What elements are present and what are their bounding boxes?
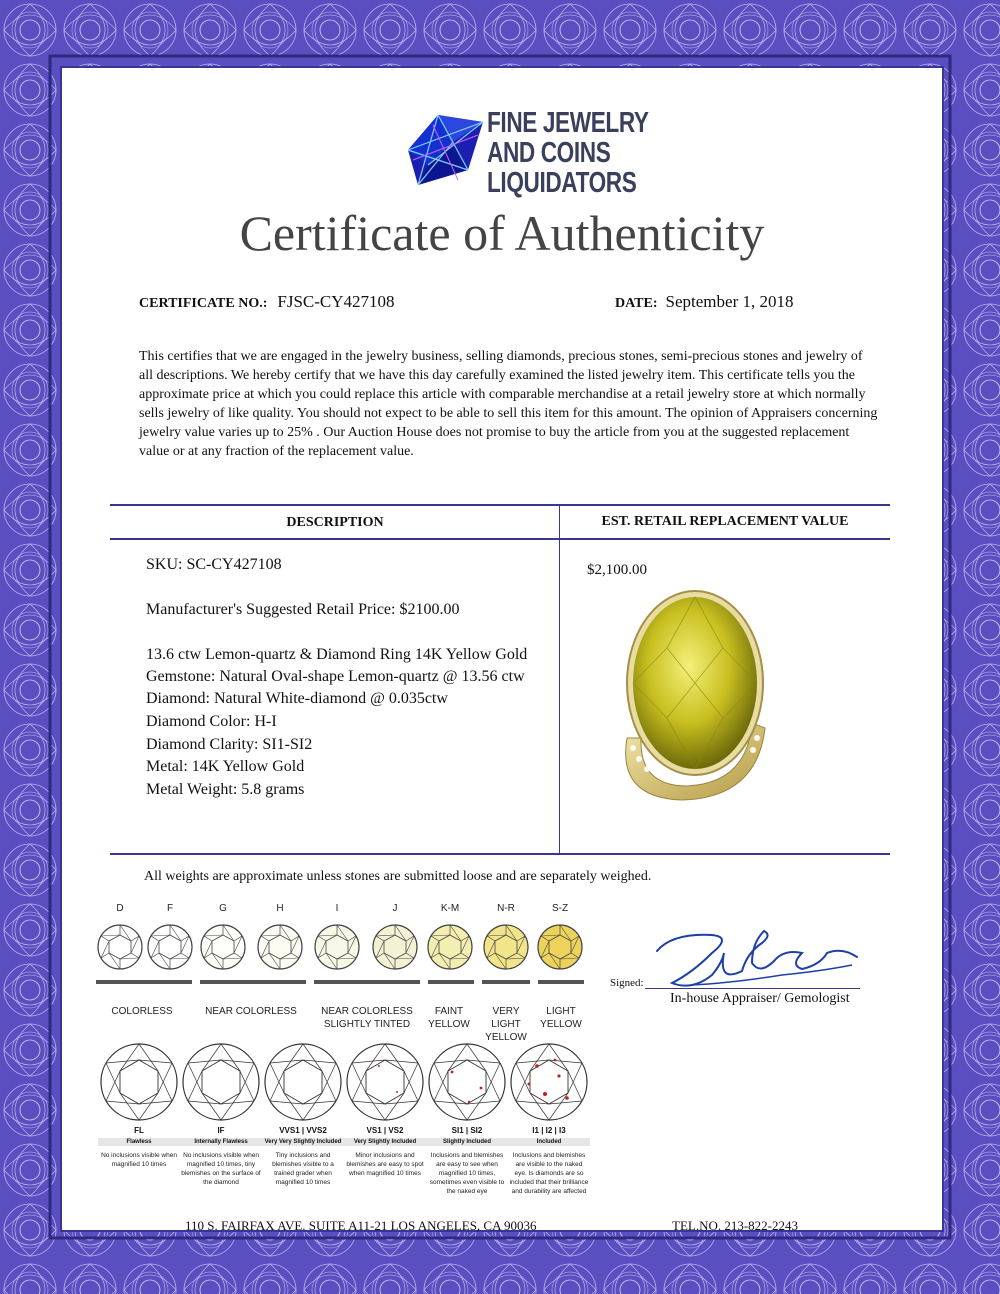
color-category: FAINT YELLOW xyxy=(428,1006,470,1030)
certificate-date: DATE: September 1, 2018 xyxy=(615,292,794,311)
color-category: NEAR COLORLESS xyxy=(205,1006,297,1017)
certificate-number: CERTIFICATE NO.: FJSC-CY427108 xyxy=(139,292,395,311)
color-grade-letter: S-Z xyxy=(551,903,569,914)
clarity-code: IF xyxy=(217,1126,225,1135)
clarity-name: Slightly Included xyxy=(426,1138,508,1146)
clarity-code: FL xyxy=(134,1126,144,1135)
description-header: DESCRIPTION xyxy=(286,515,384,530)
item-detail: Metal: 14K Yellow Gold xyxy=(146,758,305,775)
color-grade-letter: F xyxy=(166,903,174,914)
color-grade-letter: N-R xyxy=(497,903,515,914)
table-header-rule xyxy=(110,538,890,540)
color-scale-diagram xyxy=(90,918,610,998)
clarity-name: Included xyxy=(508,1138,590,1146)
company-phone: TEL.NO. 213-822-2243 xyxy=(672,1218,799,1233)
signed-label: Signed: xyxy=(610,977,644,989)
clarity-description: Inclusions and blemishes are visible to the naked eye. Is diamonds are so included that their brilliance and durability are affected xyxy=(509,1152,589,1195)
clarity-code: SI1 | SI2 xyxy=(451,1126,483,1135)
value-header: EST. RETAIL REPLACEMENT VALUE xyxy=(601,514,849,529)
item-detail: Diamond Color: H-I xyxy=(146,713,277,730)
item-detail: Diamond: Natural White-diamond @ 0.035ctw xyxy=(146,690,448,707)
signature-line xyxy=(645,988,860,989)
clarity-name: Very Very Slightly Included xyxy=(262,1138,344,1146)
clarity-name: Flawless xyxy=(98,1138,180,1146)
color-grade-letter: K-M xyxy=(440,903,460,914)
clarity-code: VS1 | VS2 xyxy=(366,1126,404,1135)
sku: SKU: SC-CY427108 xyxy=(146,556,282,573)
clarity-description: No inclusions visible when magnified 10 times, tiny blemishes on the surface of the diamond xyxy=(181,1152,261,1186)
clarity-code: I1 | I2 | I3 xyxy=(532,1126,566,1135)
company-logo-gem-icon xyxy=(398,110,490,190)
clarity-name: Internally Flawless xyxy=(180,1138,262,1146)
color-category: LIGHT YELLOW xyxy=(540,1006,582,1030)
item-detail: 13.6 ctw Lemon-quartz & Diamond Ring 14K Yellow Gold xyxy=(146,646,528,663)
color-grade-letter: H xyxy=(276,903,284,914)
replacement-value: $2,100.00 xyxy=(587,562,647,578)
ring-image xyxy=(607,588,787,808)
page-title: Certificate of Authenticity xyxy=(239,205,765,261)
table-top-rule xyxy=(110,504,890,506)
item-detail: Metal Weight: 5.8 grams xyxy=(146,781,305,798)
company-name: FINE JEWELRY AND COINS LIQUIDATORS xyxy=(487,107,649,199)
table-column-divider xyxy=(559,506,560,854)
weights-note: All weights are approximate unless stones are submitted loose and are separately weighed. xyxy=(144,869,652,884)
color-grade-letter: J xyxy=(392,903,398,914)
color-category: VERY LIGHT YELLOW xyxy=(485,1006,527,1043)
clarity-description: No inclusions visible when magnified 10 times xyxy=(101,1152,177,1168)
certificate-sheet xyxy=(60,66,944,1232)
item-detail: Diamond Clarity: SI1-SI2 xyxy=(146,736,313,753)
clarity-name: Very Slightly Included xyxy=(344,1138,426,1146)
certification-statement: This certifies that we are engaged in the jewelry business, selling diamonds, precious stones, semi-precious stones and jewelry of all descriptions. We hereby certify that we have this day carefully examined the listed jewelry item. This certificate tells you the approximate price at which you could replace this article with comparable merchandise at a retail jewelry store at which normally sells jewelry of like quality. You should not expect to be able to sell this item for this amount. The opinion of Appraisers concerning jewelry value varies up to 25% . Our Auction House does not promise to buy the article from you at the suggested replacement value or at any fraction of the replacement value. xyxy=(139,349,878,459)
color-grade-letter: I xyxy=(335,903,339,914)
table-bottom-rule xyxy=(110,853,890,855)
color-grade-letter: D xyxy=(116,903,124,914)
color-category: NEAR COLORLESS SLIGHTLY TINTED xyxy=(321,1006,413,1030)
clarity-code: VVS1 | VVS2 xyxy=(279,1126,327,1135)
color-grade-letter: G xyxy=(219,903,227,914)
signature-image xyxy=(652,913,872,1003)
clarity-description: Minor inclusions and blemishes are easy to spot when magnified 10 times xyxy=(346,1152,424,1177)
clarity-description: Tiny inclusions and blemishes visible to a trained grader when magnified 10 times xyxy=(272,1152,334,1186)
company-address: 110 S. FAIRFAX AVE. SUITE A11-21 LOS ANGELES, CA 90036 xyxy=(185,1218,537,1233)
msrp: Manufacturer's Suggested Retail Price: $2100.00 xyxy=(146,601,460,618)
clarity-scale-diagram xyxy=(97,1036,597,1126)
color-category: COLORLESS xyxy=(111,1006,173,1017)
clarity-description: Inclusions and blemishes are easy to see when magnified 10 times, sometimes even visible to the naked eye xyxy=(429,1152,505,1195)
appraiser-title: In-house Appraiser/ Gemologist xyxy=(670,991,850,1006)
item-detail: Gemstone: Natural Oval-shape Lemon-quartz @ 13.56 ctw xyxy=(146,668,525,685)
